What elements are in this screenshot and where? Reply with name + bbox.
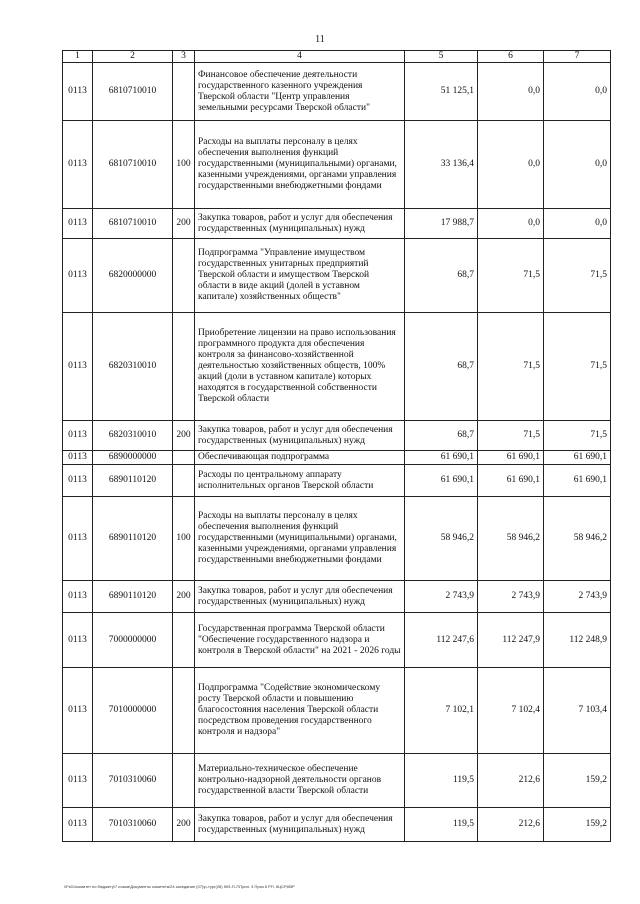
cell-amount-2026: 61 690,1 [544,451,611,465]
cell-target-code: 7010310060 [93,808,173,842]
cell-section-code: 0113 [63,668,93,754]
cell-amount-2026: 7 103,4 [544,668,611,754]
table-row [63,497,611,581]
cell-section-code: 0113 [63,497,93,581]
cell-section-code: 0113 [63,581,93,613]
cell-target-code: 7000000000 [93,613,173,668]
column-header-2: 2 [93,51,173,63]
cell-amount-2024: 33 136,4 [405,121,478,209]
cell-amount-2026: 0,0 [544,209,611,239]
column-header-4: 4 [195,51,405,63]
cell-target-code: 6810710010 [93,63,173,121]
cell-target-code: 6890110120 [93,465,173,497]
cell-amount-2024: 119,5 [405,754,478,808]
cell-amount-2024: 119,5 [405,808,478,842]
cell-section-code: 0113 [63,313,93,421]
column-header-3: 3 [173,51,195,63]
table-row [63,209,611,239]
cell-description: Подпрограмма "Содействие экономическому росту Тверской области и повышению благосостояния населения Тверской области посредством проведения государственного контроля и надзора" [195,668,405,754]
cell-target-code: 6890110120 [93,497,173,581]
cell-expense-type [173,239,195,313]
footer-file-path: \\Fs01\комитет по бюджету\7 созыв\Документы комитета\24 заседание (07)\р-тург(28) 509-П-7\Прил. 3 Приз 6 РП, КЦСР,КВР [64,884,295,889]
cell-target-code: 6890000000 [93,451,173,465]
cell-amount-2026: 58 946,2 [544,497,611,581]
cell-amount-2024: 58 946,2 [405,497,478,581]
cell-section-code: 0113 [63,121,93,209]
cell-amount-2025: 0,0 [478,209,544,239]
cell-expense-type: 200 [173,581,195,613]
table-row [63,313,611,421]
cell-amount-2026: 0,0 [544,63,611,121]
cell-description: Обеспечивающая подпрограмма [195,451,405,465]
cell-amount-2025: 212,6 [478,754,544,808]
cell-amount-2026: 61 690,1 [544,465,611,497]
cell-amount-2024: 68,7 [405,239,478,313]
cell-section-code: 0113 [63,421,93,451]
cell-amount-2024: 112 247,6 [405,613,478,668]
cell-amount-2024: 17 988,7 [405,209,478,239]
cell-description: Закупка товаров, работ и услуг для обеспечения государственных (муниципальных) нужд [195,808,405,842]
cell-amount-2025: 112 247,9 [478,613,544,668]
cell-amount-2025: 7 102,4 [478,668,544,754]
cell-amount-2024: 51 125,1 [405,63,478,121]
column-header-7: 7 [544,51,611,63]
table-row [63,121,611,209]
cell-amount-2024: 61 690,1 [405,451,478,465]
cell-amount-2025: 61 690,1 [478,451,544,465]
cell-expense-type [173,754,195,808]
cell-amount-2025: 71,5 [478,421,544,451]
cell-target-code: 6810710010 [93,209,173,239]
header-row [63,51,611,63]
cell-amount-2024: 68,7 [405,313,478,421]
budget-table [62,50,611,842]
cell-description: Закупка товаров, работ и услуг для обеспечения государственных (муниципальных) нужд [195,209,405,239]
table-row [63,451,611,465]
table-row [63,754,611,808]
cell-target-code: 6810710010 [93,121,173,209]
cell-description: Закупка товаров, работ и услуг для обеспечения государственных (муниципальных) нужд [195,421,405,451]
cell-description: Закупка товаров, работ и услуг для обеспечения государственных (муниципальных) нужд [195,581,405,613]
cell-amount-2025: 2 743,9 [478,581,544,613]
cell-amount-2025: 71,5 [478,313,544,421]
cell-expense-type [173,613,195,668]
table-row [63,465,611,497]
cell-amount-2026: 159,2 [544,754,611,808]
cell-section-code: 0113 [63,465,93,497]
cell-amount-2026: 159,2 [544,808,611,842]
cell-description: Финансовое обеспечение деятельности государственного казенного учреждения Тверской области "Центр управления земельными ресурсами Тверской области" [195,63,405,121]
cell-section-code: 0113 [63,808,93,842]
cell-description: Расходы на выплаты персоналу в целях обеспечения выполнения функций государственными (муниципальными) органами, казенными учреждениями, органами управления государственными внебюджетными фондами [195,497,405,581]
cell-amount-2025: 58 946,2 [478,497,544,581]
column-header-1: 1 [63,51,93,63]
table-row [63,63,611,121]
cell-expense-type: 200 [173,808,195,842]
cell-expense-type: 100 [173,497,195,581]
cell-expense-type: 200 [173,209,195,239]
page-number: 11 [315,34,325,45]
cell-amount-2026: 2 743,9 [544,581,611,613]
cell-description: Расходы по центральному аппарату исполнительных органов Тверской области [195,465,405,497]
cell-section-code: 0113 [63,754,93,808]
cell-description: Приобретение лицензии на право использования программного продукта для обеспечения контроля за финансово-хозяйственной деятельностью хозяйственных обществ, 100% акций (доли в уставном капитале) которых находятся в государственной собственности Тверской области [195,313,405,421]
cell-amount-2026: 71,5 [544,421,611,451]
cell-amount-2026: 112 248,9 [544,613,611,668]
cell-amount-2025: 0,0 [478,63,544,121]
table-body [63,63,611,842]
cell-amount-2024: 2 743,9 [405,581,478,613]
table-row [63,808,611,842]
cell-expense-type [173,63,195,121]
cell-expense-type [173,465,195,497]
column-header-6: 6 [478,51,544,63]
cell-description: Расходы на выплаты персоналу в целях обеспечения выполнения функций государственными (муниципальными) органами, казенными учреждениями, органами управления государственными внебюджетными фондами [195,121,405,209]
cell-amount-2024: 61 690,1 [405,465,478,497]
cell-section-code: 0113 [63,209,93,239]
cell-target-code: 7010310060 [93,754,173,808]
cell-section-code: 0113 [63,63,93,121]
cell-section-code: 0113 [63,613,93,668]
cell-description: Подпрограмма "Управление имуществом государственных унитарных предприятий Тверской области и имуществом Тверской области в виде акций (долей в уставном капитале) хозяйственных обществ" [195,239,405,313]
cell-amount-2025: 61 690,1 [478,465,544,497]
cell-amount-2026: 71,5 [544,239,611,313]
cell-expense-type [173,451,195,465]
cell-description: Государственная программа Тверской области "Обеспечение государственного надзора и контроля в Тверской области" на 2021 - 2026 годы [195,613,405,668]
cell-target-code: 6890110120 [93,581,173,613]
cell-amount-2025: 0,0 [478,121,544,209]
cell-expense-type [173,668,195,754]
table-row [63,668,611,754]
cell-description: Материально-техническое обеспечение контрольно-надзорной деятельности органов государственной власти Тверской области [195,754,405,808]
cell-section-code: 0113 [63,239,93,313]
table-row [63,613,611,668]
cell-target-code: 6820310010 [93,421,173,451]
column-header-5: 5 [405,51,478,63]
cell-amount-2024: 68,7 [405,421,478,451]
table-row [63,421,611,451]
cell-amount-2026: 71,5 [544,313,611,421]
cell-expense-type: 200 [173,421,195,451]
table-row [63,581,611,613]
cell-section-code: 0113 [63,451,93,465]
cell-amount-2026: 0,0 [544,121,611,209]
cell-amount-2024: 7 102,1 [405,668,478,754]
cell-target-code: 7010000000 [93,668,173,754]
cell-expense-type: 100 [173,121,195,209]
cell-target-code: 6820000000 [93,239,173,313]
cell-amount-2025: 71,5 [478,239,544,313]
cell-amount-2025: 212,6 [478,808,544,842]
table-row [63,239,611,313]
cell-expense-type [173,313,195,421]
cell-target-code: 6820310010 [93,313,173,421]
